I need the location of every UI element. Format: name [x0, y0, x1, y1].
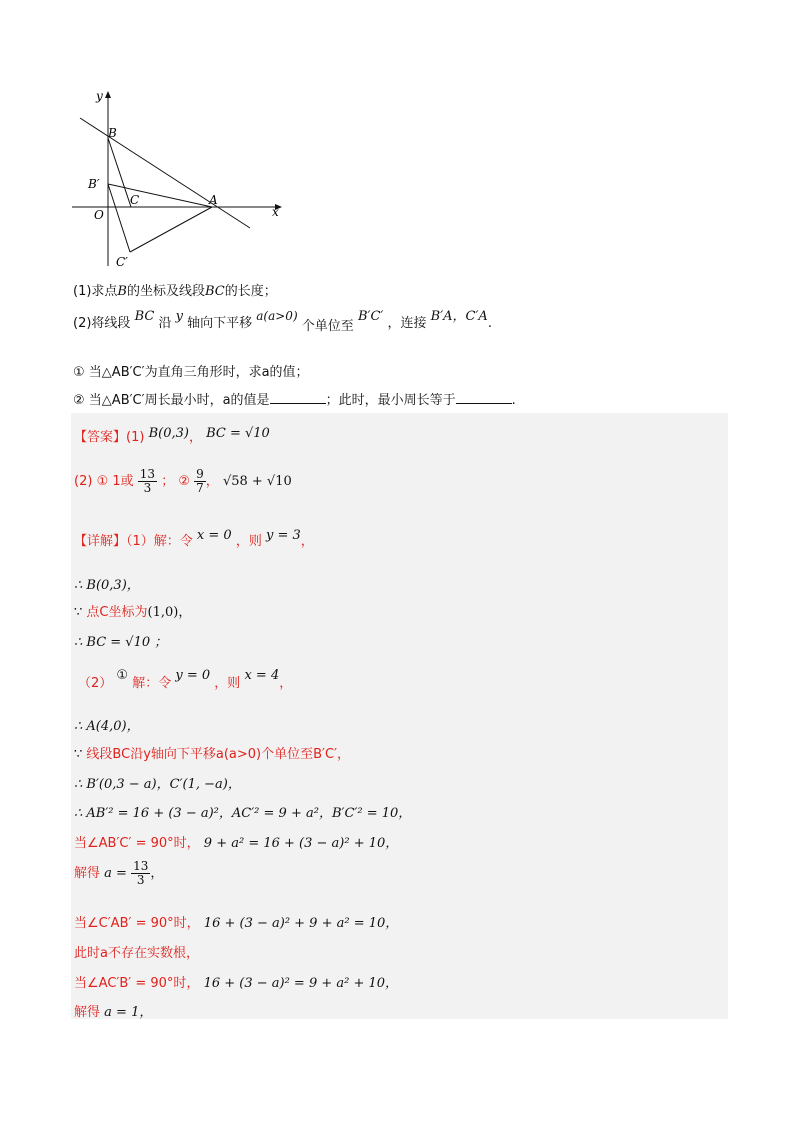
- line-BA: [80, 118, 250, 228]
- label-C: C: [130, 193, 140, 207]
- case3-solve: 解得: [74, 1005, 101, 1020]
- sub2-end: .: [511, 393, 516, 408]
- case2-cond: 当∠C′AB′ = 90°时，: [74, 916, 200, 931]
- case3-eq: 16 + (3 − a)² = 9 + a² + 10，: [203, 976, 399, 991]
- detail-y3: y = 3: [265, 528, 301, 543]
- detail-line-11: [74, 860, 163, 887]
- case1-comma: ，: [150, 866, 164, 881]
- q2-units: 个单位至: [301, 319, 354, 334]
- part2-text: 解：令: [132, 676, 172, 691]
- q1-prefix: (1)求点: [73, 284, 118, 299]
- q2-connect: ，连接: [387, 316, 427, 331]
- detail-x0: x = 0: [196, 528, 232, 543]
- detail-then: ，则: [235, 534, 262, 549]
- q2-links: B′A，C′A: [430, 309, 488, 324]
- label-A: A: [209, 193, 218, 207]
- detail-line-15: [74, 1001, 152, 1020]
- detail-line-1: [74, 530, 314, 549]
- since-symbol: ∵: [74, 605, 83, 620]
- q2-dot: .: [487, 316, 492, 331]
- detail-line-7: [74, 743, 350, 762]
- q1-mid: 的坐标及线段: [126, 284, 205, 299]
- case1-cond: 当∠AB′C′ = 90°时，: [74, 836, 200, 851]
- part2-y0: y = 0: [175, 668, 211, 683]
- case3-result: a = 1，: [104, 1005, 153, 1020]
- label-Cp: C′: [116, 255, 128, 268]
- answer-BC: BC = √10: [206, 426, 270, 441]
- detail-line-10: [74, 832, 398, 851]
- detail-line-13: 此时a不存在实数根，: [74, 946, 199, 961]
- q1-B: B: [117, 284, 127, 299]
- case1-solve: 解得: [74, 866, 101, 881]
- case2-eq: 16 + (3 − a)² + 9 + a² = 10，: [203, 916, 399, 931]
- question-2: [73, 309, 492, 334]
- detail-translate: 线段BC沿y轴向下平移a(a>0)个单位至B′C′，: [86, 747, 351, 762]
- case1-frac: $\frac{13}{3}$: [133, 859, 149, 887]
- part2-x4: x = 4: [244, 668, 280, 683]
- q2-prefix: (2)将线段: [73, 316, 131, 331]
- q1-end: 的长度；: [224, 284, 277, 299]
- label-B: B: [108, 126, 117, 140]
- part2-label: （2）: [78, 676, 113, 691]
- q2-y: y: [175, 309, 183, 324]
- sub-question-1: [73, 361, 309, 380]
- part2-then: ，则: [214, 676, 241, 691]
- detail-line-8: ∴ B′(0,3 − a)，C′(1, −a)，: [74, 777, 241, 792]
- answer-comma: ，: [188, 430, 202, 445]
- sub2-text-b: ；此时，最小周长等于: [325, 393, 456, 408]
- detail-comma: ，: [300, 534, 314, 549]
- detail-line-4: ∴ BC = √10 ；: [74, 635, 168, 650]
- sub-question-2: [73, 389, 516, 408]
- case1-eq: 9 + a² = 16 + (3 − a)² + 10，: [203, 836, 399, 851]
- detail-line-14: [74, 972, 398, 991]
- answer2-comma: ，: [205, 474, 219, 489]
- sub2-text-a: 当△AB′C′周长最小时，a的值是: [88, 393, 270, 408]
- answer2-val1: 1或: [112, 474, 134, 489]
- case1-a: a =: [104, 866, 127, 881]
- q2-BC: BC: [134, 309, 155, 324]
- detail-line-12: [74, 912, 398, 931]
- answer2-circ2: ②: [178, 474, 191, 489]
- answer-label: 【答案】(1): [74, 430, 145, 445]
- part2-comma: ，: [279, 676, 293, 691]
- detail-pointC: 点C坐标为: [86, 605, 148, 620]
- since-symbol-2: ∵: [74, 747, 83, 762]
- sub2-mark: ②: [73, 393, 85, 408]
- label-x: x: [272, 205, 279, 219]
- segment-BpA: [108, 184, 212, 207]
- q2-move: 轴向下平移: [187, 316, 253, 331]
- detail-line-2: ∴ B(0,3)，: [74, 578, 140, 593]
- answer2-circ1: ①: [96, 474, 109, 489]
- q1-BC: BC: [205, 284, 225, 299]
- answer-line-2: [74, 468, 292, 495]
- sub1-text: 当△AB′C′为直角三角形时，求a的值；: [88, 365, 309, 380]
- y-axis-arrow: [105, 91, 111, 98]
- answer-line-1: [74, 426, 270, 445]
- detail-line-9: ∴ AB′² = 16 + (3 − a)²，AC′² = 9 + a²，B′C′² = 10，: [74, 806, 412, 821]
- detail-line-6: ∴ A(4,0)，: [74, 719, 140, 734]
- blank-2: [456, 391, 512, 404]
- detail-coordC: (1,0)，: [147, 605, 192, 620]
- detail-line-3: [74, 601, 191, 620]
- question-1: [73, 280, 277, 299]
- segment-CpA: [130, 207, 212, 252]
- answer2-semi: ；: [161, 474, 175, 489]
- label-O: O: [94, 208, 104, 222]
- q2-a: a(a>0): [256, 309, 298, 323]
- label-Bp: B′: [88, 177, 100, 191]
- detail-label: 【详解】（1）解：令: [74, 534, 193, 549]
- q2-along: 沿: [158, 316, 172, 331]
- answer-B: B(0,3): [148, 426, 189, 441]
- answer2-label: (2): [74, 474, 93, 489]
- part2-circ: ①: [116, 668, 129, 683]
- label-y: y: [96, 89, 103, 103]
- q2-BpCp: B′C′: [357, 309, 384, 324]
- answer2-val2: √58 + √10: [222, 474, 292, 489]
- answer2-frac2: $\frac{9}{7}$: [196, 467, 204, 495]
- sub1-mark: ①: [73, 365, 85, 380]
- case3-cond: 当∠AC′B′ = 90°时，: [74, 976, 200, 991]
- blank-1: [270, 391, 326, 404]
- detail-line-5: [78, 668, 293, 691]
- coordinate-figure: [70, 88, 290, 268]
- answer2-frac1: $\frac{13}{3}$: [139, 467, 156, 495]
